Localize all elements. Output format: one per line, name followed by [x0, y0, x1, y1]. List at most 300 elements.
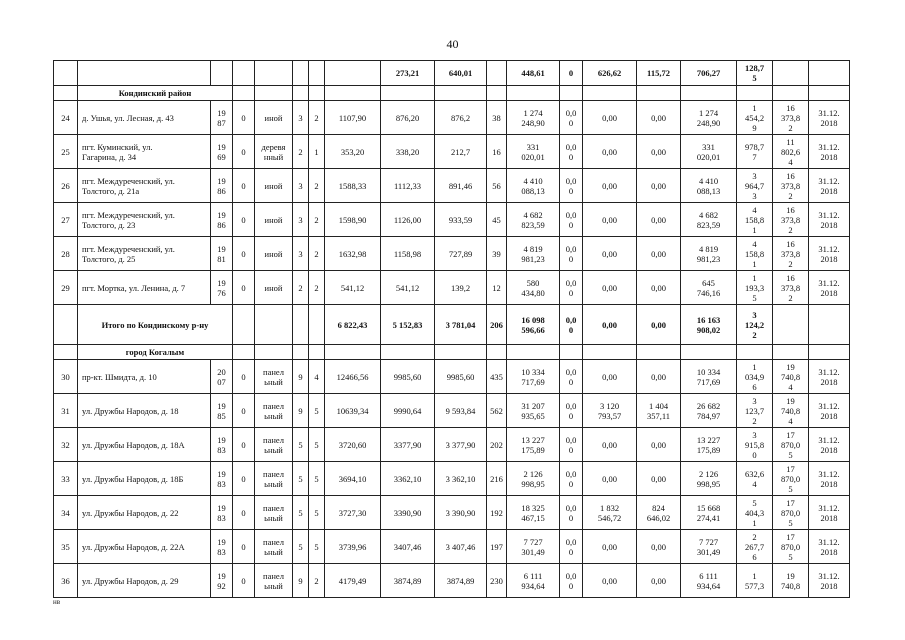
cost-total-cell: 10 334 717,69	[507, 360, 560, 394]
date-cell: 31.12. 2018	[809, 496, 850, 530]
row-number: 25	[54, 135, 78, 169]
table-cell	[381, 86, 435, 101]
limit-cost-cell: 17 870,0 5	[773, 462, 809, 496]
owners-cell: 26 682 784,97	[681, 394, 737, 428]
unit-cost-cell: 632,6 4	[737, 462, 773, 496]
table-cell	[583, 86, 637, 101]
area-total-cell: 353,20	[325, 135, 381, 169]
area-living-cell: 9990,64	[381, 394, 435, 428]
budget-reg-cell: 0,00	[583, 530, 637, 564]
unit-cost-cell: 3 915,8 0	[737, 428, 773, 462]
owners-cell: 4 819 981,23	[681, 237, 737, 271]
owners-cell: 4 682 823,59	[681, 203, 737, 237]
entrances-cell: 2	[309, 237, 325, 271]
unit-cost-cell: 5 404,3 1	[737, 496, 773, 530]
limit-cost-cell: 17 870,0 5	[773, 428, 809, 462]
budget-reg-cell: 0,00	[583, 428, 637, 462]
year-cell: 19 87	[211, 101, 233, 135]
material-cell: иной	[255, 203, 293, 237]
budget-reg-cell: 0,00	[583, 564, 637, 598]
year-cell: 19 76	[211, 271, 233, 305]
budget-loc-cell: 0,00	[637, 428, 681, 462]
budget-reg-cell: 0,00	[583, 101, 637, 135]
row-number: 27	[54, 203, 78, 237]
table-body	[54, 61, 850, 598]
budget-reg-cell: 0,00	[583, 169, 637, 203]
material-cell: деревя нный	[255, 135, 293, 169]
residents-cell: 56	[487, 169, 507, 203]
row-number: 36	[54, 564, 78, 598]
table-row	[54, 394, 850, 428]
entrances-cell: 5	[309, 428, 325, 462]
table-cell	[309, 61, 325, 86]
address-cell: пгт. Куминский, ул. Гагарина, д. 34	[78, 135, 211, 169]
address-cell: ул. Дружбы Народов, д. 18Б	[78, 462, 211, 496]
address-cell: ул. Дружбы Народов, д. 18А	[78, 428, 211, 462]
year-cell: 19 83	[211, 428, 233, 462]
floors-cell: 9	[293, 360, 309, 394]
total-budget-reg: 0,00	[583, 305, 637, 345]
table-cell	[487, 61, 507, 86]
area-c8-cell: 9 593,84	[435, 394, 487, 428]
area-c8-cell: 891,46	[435, 169, 487, 203]
limit-cost-cell: 16 373,8 2	[773, 169, 809, 203]
area-c8-cell: 3 407,46	[435, 530, 487, 564]
table-cell	[637, 345, 681, 360]
area-living-cell: 9985,60	[381, 360, 435, 394]
material-cell: иной	[255, 101, 293, 135]
floors-cell: 5	[293, 428, 309, 462]
total-budget-loc: 0,00	[637, 305, 681, 345]
material-cell: иной	[255, 169, 293, 203]
cost-total-cell: 4 410 088,13	[507, 169, 560, 203]
residents-cell: 562	[487, 394, 507, 428]
table-cell	[681, 86, 737, 101]
budget-reg-cell: 0,00	[583, 462, 637, 496]
budget-loc-cell: 0,00	[637, 360, 681, 394]
residents-cell: 39	[487, 237, 507, 271]
table-cell	[560, 345, 583, 360]
residents-cell: 192	[487, 496, 507, 530]
area-total-cell: 1588,33	[325, 169, 381, 203]
budget-reg-cell: 1 832 546,72	[583, 496, 637, 530]
year-cell: 19 81	[211, 237, 233, 271]
carryover-unit-cost: 128,7 5	[737, 61, 773, 86]
section-title: город Когалым	[78, 345, 233, 360]
floors-cell: 5	[293, 462, 309, 496]
table-cell	[293, 86, 309, 101]
material-cell: панел ьный	[255, 462, 293, 496]
section-title: Кондинский район	[78, 86, 233, 101]
budget-loc-cell: 0,00	[637, 101, 681, 135]
carryover-cost: 448,61	[507, 61, 560, 86]
area-living-cell: 3407,46	[381, 530, 435, 564]
budget-reg-cell: 0,00	[583, 203, 637, 237]
budget-reg-cell: 0,00	[583, 360, 637, 394]
c3-cell: 0	[233, 271, 255, 305]
date-cell: 31.12. 2018	[809, 360, 850, 394]
fund-cell: 0,0 0	[560, 135, 583, 169]
table-cell	[809, 345, 850, 360]
c3-cell: 0	[233, 101, 255, 135]
material-cell: панел ьный	[255, 360, 293, 394]
section-header-row	[54, 86, 850, 101]
limit-cost-cell: 16 373,8 2	[773, 271, 809, 305]
cost-total-cell: 6 111 934,64	[507, 564, 560, 598]
table-cell	[737, 86, 773, 101]
date-cell: 31.12. 2018	[809, 101, 850, 135]
table-row	[54, 135, 850, 169]
table-cell	[255, 61, 293, 86]
limit-cost-cell: 11 802,6 4	[773, 135, 809, 169]
limit-cost-cell: 17 870,0 5	[773, 530, 809, 564]
table-cell	[233, 86, 255, 101]
year-cell: 19 83	[211, 462, 233, 496]
entrances-cell: 2	[309, 169, 325, 203]
area-total-cell: 3694,10	[325, 462, 381, 496]
page-number: 40	[446, 37, 459, 51]
year-cell: 19 86	[211, 203, 233, 237]
table-cell	[809, 61, 850, 86]
carryover-area: 640,01	[435, 61, 487, 86]
cost-total-cell: 1 274 248,90	[507, 101, 560, 135]
table-cell	[773, 345, 809, 360]
fund-cell: 0,0 0	[560, 271, 583, 305]
owners-cell: 15 668 274,41	[681, 496, 737, 530]
area-living-cell: 338,20	[381, 135, 435, 169]
area-living-cell: 3362,10	[381, 462, 435, 496]
limit-cost-cell: 19 740,8 4	[773, 394, 809, 428]
cost-total-cell: 13 227 175,89	[507, 428, 560, 462]
table-cell	[211, 61, 233, 86]
table-row	[54, 237, 850, 271]
table-cell	[809, 305, 850, 345]
residents-cell: 45	[487, 203, 507, 237]
c3-cell: 0	[233, 394, 255, 428]
fund-cell: 0,0 0	[560, 360, 583, 394]
total-label: Итого по Кондинскому р-ну	[78, 305, 233, 345]
budget-reg-cell: 0,00	[583, 237, 637, 271]
limit-cost-cell: 16 373,8 2	[773, 101, 809, 135]
total-cost-total: 16 098 596,66	[507, 305, 560, 345]
c3-cell: 0	[233, 462, 255, 496]
area-c8-cell: 876,2	[435, 101, 487, 135]
area-total-cell: 3727,30	[325, 496, 381, 530]
material-cell: иной	[255, 237, 293, 271]
table-cell	[255, 305, 293, 345]
unit-cost-cell: 4 158,8 1	[737, 237, 773, 271]
table-cell	[637, 86, 681, 101]
floors-cell: 3	[293, 101, 309, 135]
limit-cost-cell: 19 740,8 4	[773, 360, 809, 394]
table-row	[54, 101, 850, 135]
address-cell: д. Ушья, ул. Лесная, д. 43	[78, 101, 211, 135]
table-cell	[681, 345, 737, 360]
row-number: 31	[54, 394, 78, 428]
budget-reg-cell: 0,00	[583, 271, 637, 305]
date-cell: 31.12. 2018	[809, 169, 850, 203]
year-cell: 19 92	[211, 564, 233, 598]
entrances-cell: 5	[309, 462, 325, 496]
carryover-fund: 0	[560, 61, 583, 86]
date-cell: 31.12. 2018	[809, 564, 850, 598]
table-row	[54, 496, 850, 530]
address-cell: пгт. Междуреченский, ул. Толстого, д. 23	[78, 203, 211, 237]
owners-cell: 331 020,01	[681, 135, 737, 169]
table-cell	[309, 345, 325, 360]
area-living-cell: 541,12	[381, 271, 435, 305]
limit-cost-cell: 17 870,0 5	[773, 496, 809, 530]
residents-cell: 197	[487, 530, 507, 564]
area-c8-cell: 139,2	[435, 271, 487, 305]
area-living-cell: 1126,00	[381, 203, 435, 237]
total-area-c8: 3 781,04	[435, 305, 487, 345]
c3-cell: 0	[233, 564, 255, 598]
limit-cost-cell: 16 373,8 2	[773, 203, 809, 237]
table-cell	[809, 86, 850, 101]
table-cell	[487, 345, 507, 360]
address-cell: ул. Дружбы Народов, д. 18	[78, 394, 211, 428]
material-cell: панел ьный	[255, 530, 293, 564]
c3-cell: 0	[233, 169, 255, 203]
unit-cost-cell: 1 034,9 6	[737, 360, 773, 394]
unit-cost-cell: 1 577,3	[737, 564, 773, 598]
table-row	[54, 169, 850, 203]
entrances-cell: 2	[309, 101, 325, 135]
entrances-cell: 2	[309, 203, 325, 237]
year-cell: 19 85	[211, 394, 233, 428]
budget-loc-cell: 0,00	[637, 564, 681, 598]
residents-cell: 16	[487, 135, 507, 169]
area-total-cell: 1598,90	[325, 203, 381, 237]
carryover-budget-reg: 626,62	[583, 61, 637, 86]
cost-total-cell: 31 207 935,65	[507, 394, 560, 428]
carryover-row	[54, 61, 850, 86]
table-cell	[255, 86, 293, 101]
address-cell: ул. Дружбы Народов, д. 29	[78, 564, 211, 598]
residents-cell: 202	[487, 428, 507, 462]
owners-cell: 7 727 301,49	[681, 530, 737, 564]
table-cell	[54, 86, 78, 101]
area-living-cell: 1158,98	[381, 237, 435, 271]
carryover-area-living: 273,21	[381, 61, 435, 86]
budget-loc-cell: 0,00	[637, 135, 681, 169]
table-cell	[293, 345, 309, 360]
table-row	[54, 360, 850, 394]
total-owners: 16 163 908,02	[681, 305, 737, 345]
c3-cell: 0	[233, 360, 255, 394]
budget-loc-cell: 0,00	[637, 169, 681, 203]
area-total-cell: 12466,56	[325, 360, 381, 394]
area-living-cell: 1112,33	[381, 169, 435, 203]
area-c8-cell: 3874,89	[435, 564, 487, 598]
area-living-cell: 3390,90	[381, 496, 435, 530]
fund-cell: 0,0 0	[560, 564, 583, 598]
budget-reg-cell: 0,00	[583, 135, 637, 169]
address-cell: пгт. Междуреченский, ул. Толстого, д. 21а	[78, 169, 211, 203]
address-cell: пр-кт. Шмидта, д. 10	[78, 360, 211, 394]
area-c8-cell: 3 362,10	[435, 462, 487, 496]
area-living-cell: 3874,89	[381, 564, 435, 598]
table-row	[54, 271, 850, 305]
year-cell: 20 07	[211, 360, 233, 394]
table-row	[54, 428, 850, 462]
table-cell	[583, 345, 637, 360]
date-cell: 31.12. 2018	[809, 530, 850, 564]
table-cell	[773, 86, 809, 101]
material-cell: панел ьный	[255, 564, 293, 598]
unit-cost-cell: 1 454,2 9	[737, 101, 773, 135]
date-cell: 31.12. 2018	[809, 135, 850, 169]
table-cell	[773, 305, 809, 345]
floors-cell: 9	[293, 394, 309, 428]
total-unit-cost: 3 124,2 2	[737, 305, 773, 345]
cost-total-cell: 7 727 301,49	[507, 530, 560, 564]
fund-cell: 0,0 0	[560, 496, 583, 530]
area-c8-cell: 727,89	[435, 237, 487, 271]
c3-cell: 0	[233, 135, 255, 169]
table-cell	[293, 305, 309, 345]
table-row	[54, 462, 850, 496]
c3-cell: 0	[233, 496, 255, 530]
material-cell: иной	[255, 271, 293, 305]
year-cell: 19 86	[211, 169, 233, 203]
limit-cost-cell: 16 373,8 2	[773, 237, 809, 271]
budget-reg-cell: 3 120 793,57	[583, 394, 637, 428]
unit-cost-cell: 1 193,3 5	[737, 271, 773, 305]
residents-cell: 435	[487, 360, 507, 394]
date-cell: 31.12. 2018	[809, 394, 850, 428]
area-total-cell: 1632,98	[325, 237, 381, 271]
owners-cell: 6 111 934,64	[681, 564, 737, 598]
date-cell: 31.12. 2018	[809, 203, 850, 237]
table-cell	[54, 345, 78, 360]
table-cell	[773, 61, 809, 86]
fund-cell: 0,0 0	[560, 101, 583, 135]
area-total-cell: 3739,96	[325, 530, 381, 564]
c3-cell: 0	[233, 203, 255, 237]
table-cell	[737, 345, 773, 360]
table-cell	[78, 61, 211, 86]
entrances-cell: 5	[309, 496, 325, 530]
table-cell	[381, 345, 435, 360]
area-c8-cell: 3 390,90	[435, 496, 487, 530]
fund-cell: 0,0 0	[560, 169, 583, 203]
unit-cost-cell: 3 964,7 3	[737, 169, 773, 203]
area-total-cell: 1107,90	[325, 101, 381, 135]
table-cell	[507, 86, 560, 101]
carryover-budget-loc: 115,72	[637, 61, 681, 86]
table-cell	[233, 305, 255, 345]
fund-cell: 0,0 0	[560, 428, 583, 462]
fund-cell: 0,0 0	[560, 530, 583, 564]
total-area-living: 5 152,83	[381, 305, 435, 345]
floors-cell: 3	[293, 203, 309, 237]
table-cell	[54, 305, 78, 345]
total-fund: 0,0 0	[560, 305, 583, 345]
floors-cell: 2	[293, 271, 309, 305]
residents-cell: 216	[487, 462, 507, 496]
carryover-owners: 706,27	[681, 61, 737, 86]
unit-cost-cell: 978,7 7	[737, 135, 773, 169]
budget-loc-cell: 824 646,02	[637, 496, 681, 530]
total-area-total: 6 822,43	[325, 305, 381, 345]
row-number: 35	[54, 530, 78, 564]
area-c8-cell: 3 377,90	[435, 428, 487, 462]
floors-cell: 2	[293, 135, 309, 169]
table-cell	[435, 86, 487, 101]
residents-cell: 12	[487, 271, 507, 305]
fund-cell: 0,0 0	[560, 203, 583, 237]
fund-cell: 0,0 0	[560, 237, 583, 271]
address-cell: пгт. Междуреченский, ул. Толстого, д. 25	[78, 237, 211, 271]
row-number: 32	[54, 428, 78, 462]
table-cell	[325, 61, 381, 86]
year-cell: 19 69	[211, 135, 233, 169]
cost-total-cell: 18 325 467,15	[507, 496, 560, 530]
footer-mark: нв	[53, 598, 61, 606]
owners-cell: 2 126 998,95	[681, 462, 737, 496]
address-cell: ул. Дружбы Народов, д. 22	[78, 496, 211, 530]
material-cell: панел ьный	[255, 394, 293, 428]
entrances-cell: 2	[309, 564, 325, 598]
total-residents: 206	[487, 305, 507, 345]
fund-cell: 0,0 0	[560, 462, 583, 496]
table-row	[54, 564, 850, 598]
material-cell: панел ьный	[255, 428, 293, 462]
floors-cell: 9	[293, 564, 309, 598]
row-number: 24	[54, 101, 78, 135]
table-cell	[560, 86, 583, 101]
table-cell	[233, 61, 255, 86]
floors-cell: 3	[293, 169, 309, 203]
cost-total-cell: 331 020,01	[507, 135, 560, 169]
row-number: 26	[54, 169, 78, 203]
table-cell	[309, 86, 325, 101]
entrances-cell: 5	[309, 394, 325, 428]
date-cell: 31.12. 2018	[809, 237, 850, 271]
section-total-row	[54, 305, 850, 345]
table-cell	[507, 345, 560, 360]
table-cell	[233, 345, 255, 360]
entrances-cell: 1	[309, 135, 325, 169]
budget-loc-cell: 1 404 357,11	[637, 394, 681, 428]
cost-total-cell: 4 682 823,59	[507, 203, 560, 237]
owners-cell: 10 334 717,69	[681, 360, 737, 394]
cost-total-cell: 4 819 981,23	[507, 237, 560, 271]
c3-cell: 0	[233, 237, 255, 271]
table-cell	[435, 345, 487, 360]
entrances-cell: 4	[309, 360, 325, 394]
table-cell	[325, 345, 381, 360]
capital-repair-table	[53, 60, 850, 598]
floors-cell: 5	[293, 496, 309, 530]
floors-cell: 3	[293, 237, 309, 271]
entrances-cell: 5	[309, 530, 325, 564]
year-cell: 19 83	[211, 530, 233, 564]
limit-cost-cell: 19 740,8	[773, 564, 809, 598]
residents-cell: 38	[487, 101, 507, 135]
table-cell	[487, 86, 507, 101]
address-cell: ул. Дружбы Народов, д. 22А	[78, 530, 211, 564]
cost-total-cell: 580 434,80	[507, 271, 560, 305]
table-cell	[293, 61, 309, 86]
date-cell: 31.12. 2018	[809, 428, 850, 462]
budget-loc-cell: 0,00	[637, 237, 681, 271]
residents-cell: 230	[487, 564, 507, 598]
fund-cell: 0,0 0	[560, 394, 583, 428]
budget-loc-cell: 0,00	[637, 271, 681, 305]
